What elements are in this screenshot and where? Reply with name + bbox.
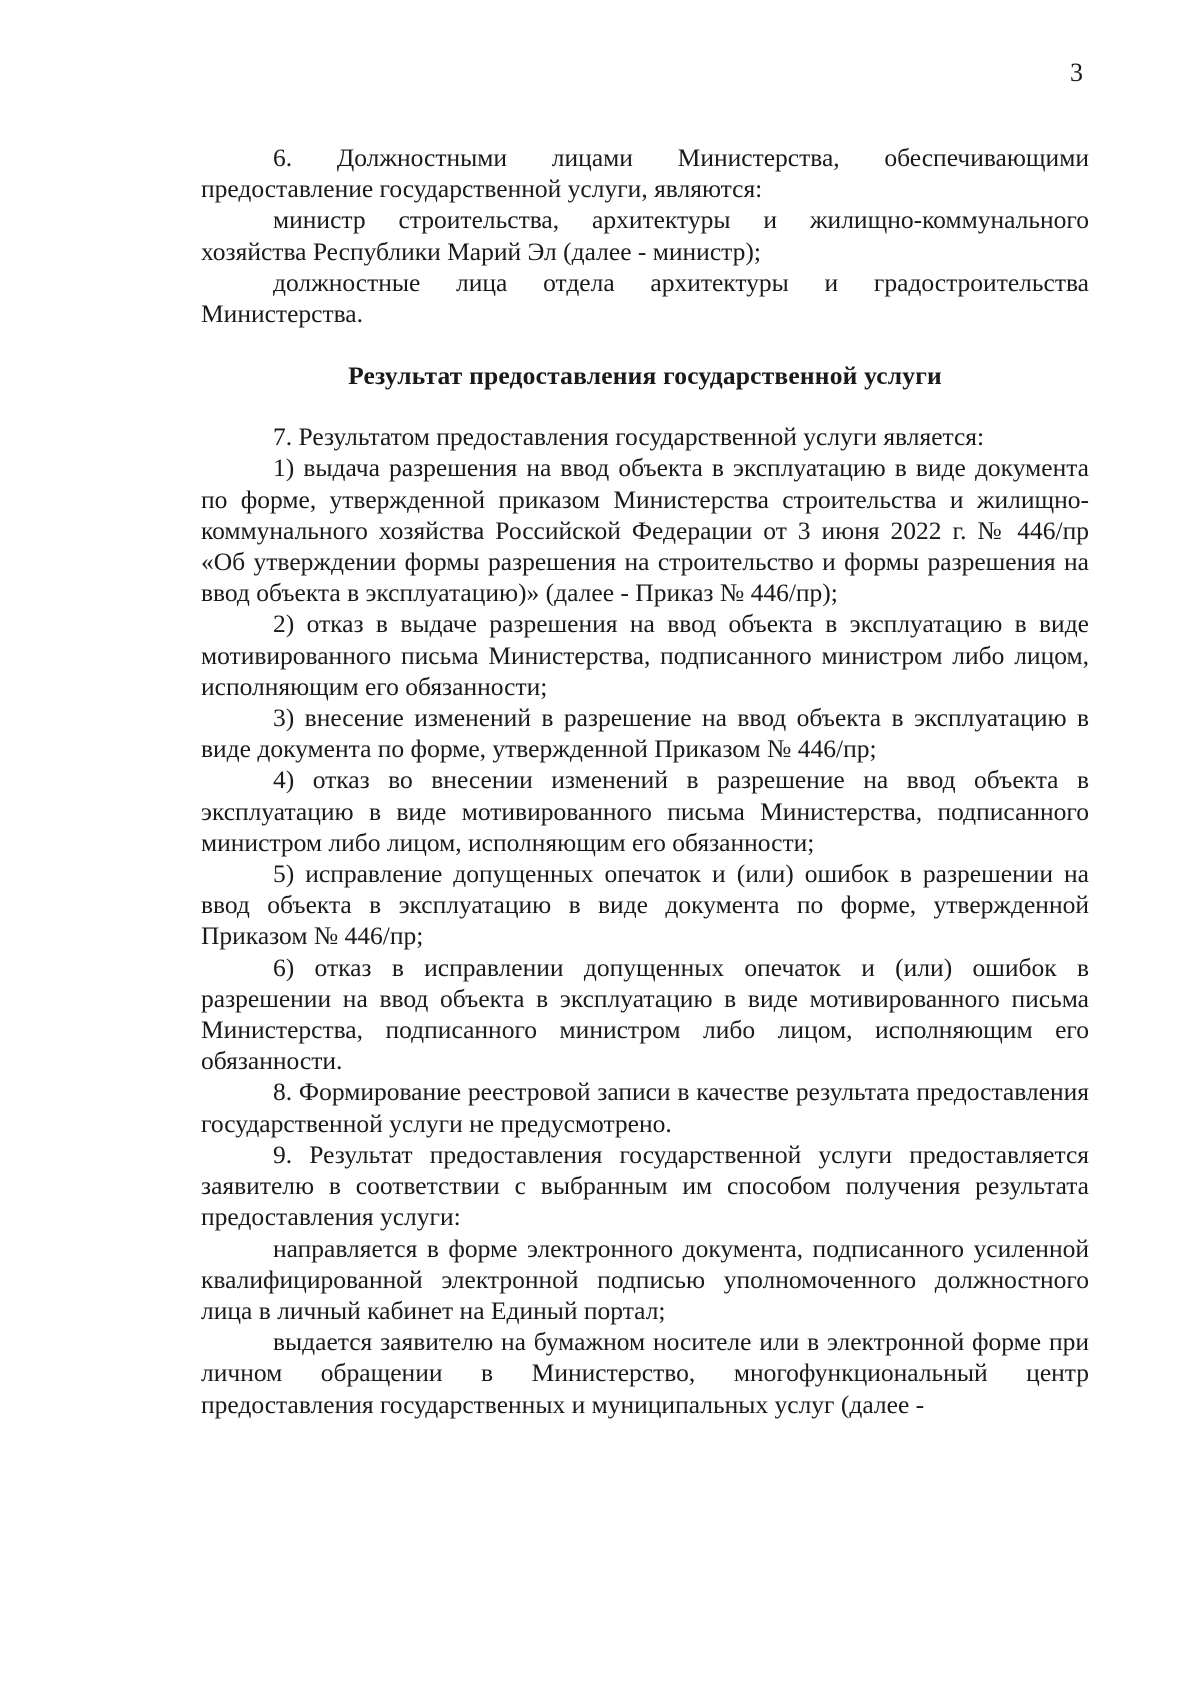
page-number: 3	[1070, 58, 1083, 87]
paragraph-department-officials: должностные лица отдела архитектуры и градостроительства Министерства.	[201, 267, 1089, 329]
paragraph-result-item-5: 5) исправление допущенных опечаток и (или) ошибок в разрешении на ввод объекта в эксплуатацию в виде документа по форме, утвержденной Приказом № 446/пр;	[201, 859, 1089, 951]
paragraph-result-item-3: 3) внесение изменений в разрешение на ввод объекта в эксплуатацию в виде документа по форме, утвержденной Приказом № 446/пр;	[201, 703, 1089, 764]
paragraph-result-item-1: 1) выдача разрешения на ввод объекта в эксплуатацию в виде документа по форме, утвержденной приказом Министерства строительства и жилищно-коммунального хозяйства Российской Федерации от 3 июня 2022 г. № 446/пр «Об утверждении формы разрешения на строительство и формы разрешения на ввод объекта в эксплуатацию)» (далее - Приказ № 446/пр);	[201, 453, 1089, 608]
paragraph-paper-delivery: выдается заявителю на бумажном носителе или в электронной форме при личном обращении в Министерство, многофункциональный центр предоставления государственных и муниципальных услуг (далее -	[201, 1327, 1089, 1419]
paragraph-result-item-4: 4) отказ во внесении изменений в разрешение на ввод объекта в эксплуатацию в виде мотивированного письма Министерства, подписанного министром либо лицом, исполняющим его обязанности;	[201, 765, 1089, 857]
paragraph-registry-record: 8. Формирование реестровой записи в качестве результата предоставления государственной услуги не предусмотрено.	[201, 1077, 1089, 1138]
section-heading: Результат предоставления государственной услуги	[348, 361, 942, 391]
paragraph-result-intro: 7. Результатом предоставления государственной услуги является:	[273, 422, 985, 452]
paragraph-result-item-6: 6) отказ в исправлении допущенных опечаток и (или) ошибок в разрешении на ввод объекта в эксплуатацию в виде мотивированного письма Министерства, подписанного министром либо лицом, исполняющим его обязанности.	[201, 952, 1089, 1076]
paragraph-result-item-2: 2) отказ в выдаче разрешения на ввод объекта в эксплуатацию в виде мотивированного письма Министерства, подписанного министром либо лицом, исполняющим его обязанности;	[201, 609, 1089, 701]
document-body	[201, 142, 1089, 1420]
paragraph-officials: 6. Должностными лицами Министерства, обеспечивающими предоставление государственной услуги, являются:	[201, 143, 1089, 204]
paragraph-minister: министр строительства, архитектуры и жилищно-коммунального хозяйства Республики Марий Эл (далее - министр);	[201, 205, 1089, 266]
paragraph-electronic-delivery: направляется в форме электронного документа, подписанного усиленной квалифицированной электронной подписью уполномоченного должностного лица в личный кабинет на Единый портал;	[201, 1233, 1089, 1325]
paragraph-result-delivery: 9. Результат предоставления государственной услуги предоставляется заявителю в соответствии с выбранным им способом получения результата предоставления услуги:	[201, 1139, 1089, 1232]
